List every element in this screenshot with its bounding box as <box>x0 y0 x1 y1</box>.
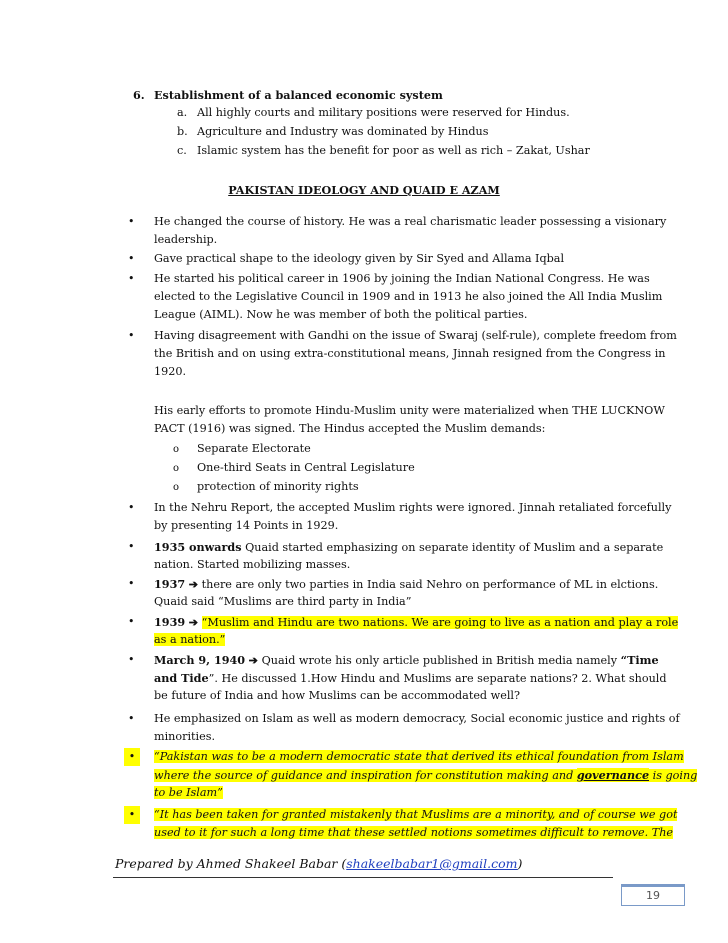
text-line <box>154 538 664 556</box>
bullet-paragraph <box>154 748 698 802</box>
text-line: be future of India and how Muslims can be accommodated well? <box>154 689 521 702</box>
bullet-paragraph <box>154 575 659 611</box>
sub-bullet-icon: o <box>173 444 180 455</box>
bullet-icon: • <box>128 329 135 342</box>
bullet-icon: • <box>128 577 135 590</box>
text-line <box>154 824 674 842</box>
sub-list-item <box>173 478 359 497</box>
bold-title: “Time <box>620 653 659 667</box>
text-line: leadership. <box>154 233 218 246</box>
bullet-icon: • <box>128 215 135 228</box>
highlighted-quote: to be Islam” <box>154 786 223 799</box>
sub-list-item <box>173 459 415 478</box>
bullet-icon: • <box>128 712 135 725</box>
text-line <box>154 669 667 687</box>
bullet-icon: • <box>128 653 135 666</box>
text-line: League (AIML). Now he was member of both the political parties. <box>154 308 528 321</box>
sub-bullet-icon: o <box>173 482 180 493</box>
bold-date: March 9, 1940 <box>154 653 246 667</box>
item-text: Agriculture and Industry was dominated by Hindus <box>197 125 489 138</box>
sub-list-item <box>173 440 311 459</box>
highlighted-quote: is going <box>649 769 698 782</box>
item-text: All highly courts and military positions were reserved for Hindus. <box>197 106 570 119</box>
highlighted-quote: as a nation.” <box>154 633 226 646</box>
highlighted-quote: used to it for such a long time that these settled notions sometimes difficult to remove. The <box>154 826 674 839</box>
bullet-paragraph <box>154 270 663 324</box>
text-line <box>154 766 698 784</box>
text-span: Quaid started emphasizing on separate identity of Muslim and a separate <box>241 541 664 554</box>
footer-suffix: ) <box>517 856 523 871</box>
text-line: 1920. <box>154 365 187 378</box>
section-number: 6. <box>133 88 145 102</box>
text-line: minorities. <box>154 730 216 743</box>
bullet-icon: • <box>128 252 135 265</box>
text-span: there are only two parties in India said Nehro on performance of ML in elctions. <box>198 578 659 591</box>
text-line: Gave practical shape to the ideology given by Sir Syed and Allama Iqbal <box>154 252 565 265</box>
bold-date: 1935 onwards <box>154 540 242 554</box>
text-line <box>154 575 659 593</box>
item-letter: c. <box>177 144 187 157</box>
section-title: Establishment of a balanced economic system <box>154 88 443 102</box>
text-line: by presenting 14 Points in 1929. <box>154 519 339 532</box>
text-line: In the Nehru Report, the accepted Muslim rights were ignored. Jinnah retaliated forcefully <box>154 501 672 514</box>
arrow-icon: ➔ <box>248 653 259 667</box>
highlighted-quote: “Muslim and Hindu are two nations. We are going to live as a nation and play a role <box>201 616 679 629</box>
text-line <box>154 806 678 824</box>
text-line: Quaid said “Muslims are third party in India” <box>154 595 412 608</box>
highlighted-quote: where the source of guidance and inspiration for constitution making and <box>154 769 577 782</box>
bullet-paragraph <box>154 806 678 842</box>
text-line <box>154 748 684 766</box>
bullet-icon: • <box>128 615 135 628</box>
text-line: His early efforts to promote Hindu-Muslim unity were materialized when THE LUCKNOW <box>154 404 665 417</box>
text-span: Quaid wrote his only article published in British media namely <box>258 654 621 667</box>
text-span: ”. He discussed 1.How Hindu and Muslims are separate nations? 2. What should <box>208 672 667 685</box>
text-line <box>154 784 646 802</box>
item-letter: a. <box>177 106 188 119</box>
arrow-icon: ➔ <box>188 615 199 629</box>
text-line: elected to the Legislative Council in 1909 and in 1913 he also joined the All India Muslim <box>154 290 663 303</box>
bullet-paragraph <box>154 327 677 381</box>
text-line: Having disagreement with Gandhi on the issue of Swaraj (self-rule), complete freedom from <box>154 329 677 342</box>
bullet-icon: • <box>124 748 140 766</box>
bold-title: and Tide <box>154 671 209 685</box>
highlighted-quote: “It has been taken for granted mistakenly that Muslims are a minority, and of course we got <box>154 808 678 821</box>
page-title: PAKISTAN IDEOLOGY AND QUAID E AZAM <box>228 183 500 197</box>
bullet-paragraph <box>154 710 680 746</box>
text-line: He changed the course of history. He was a real charismatic leader possessing a visionary <box>154 215 667 228</box>
item-text: One-third Seats in Central Legislature <box>197 461 415 474</box>
footer-credit <box>115 855 522 873</box>
item-text: protection of minority rights <box>197 480 359 493</box>
section-heading <box>133 86 443 104</box>
lucknow-paragraph <box>154 402 665 438</box>
bullet-paragraph <box>154 250 646 268</box>
bullet-icon: • <box>128 501 135 514</box>
bullet-paragraph <box>154 613 679 649</box>
item-letter: b. <box>177 125 188 138</box>
section-item <box>177 142 590 160</box>
text-line: PACT (1916) was signed. The Hindus accepted the Muslim demands: <box>154 422 546 435</box>
bullet-icon: • <box>124 806 140 824</box>
bullet-icon: • <box>128 540 135 553</box>
text-line: He emphasized on Islam as well as modern democracy, Social economic justice and rights of <box>154 712 680 725</box>
text-line <box>154 613 679 631</box>
bold-date: 1937 <box>154 577 186 591</box>
bullet-paragraph <box>154 499 672 535</box>
bullet-paragraph <box>154 213 667 249</box>
item-text: Separate Electorate <box>197 442 311 455</box>
arrow-icon: ➔ <box>188 577 199 591</box>
text-line <box>154 651 659 669</box>
highlighted-bold: governance <box>576 768 650 782</box>
highlighted-quote: “Pakistan was to be a modern democratic state that derived its ethical foundation from Islam <box>154 750 684 763</box>
footer-divider <box>113 877 613 878</box>
item-text: Islamic system has the benefit for poor as well as rich – Zakat, Ushar <box>197 144 590 157</box>
section-item <box>177 123 489 141</box>
text-line: the British and on using extra-constitutional means, Jinnah resigned from the Congress in <box>154 347 666 360</box>
text-line <box>154 631 646 649</box>
sub-bullet-icon: o <box>173 463 180 474</box>
text-line: He started his political career in 1906 by joining the Indian National Congress. He was <box>154 272 650 285</box>
bullet-paragraph <box>154 651 667 705</box>
text-line: nation. Started mobilizing masses. <box>154 558 351 571</box>
footer-prefix: Prepared by Ahmed Shakeel Babar ( <box>115 856 347 871</box>
section-item <box>177 104 570 122</box>
bold-date: 1939 <box>154 615 186 629</box>
bullet-icon: • <box>128 272 135 285</box>
email-link[interactable]: shakeelbabar1@gmail.com <box>346 856 518 871</box>
bullet-paragraph <box>154 538 664 574</box>
page-number: 19 <box>621 884 685 906</box>
